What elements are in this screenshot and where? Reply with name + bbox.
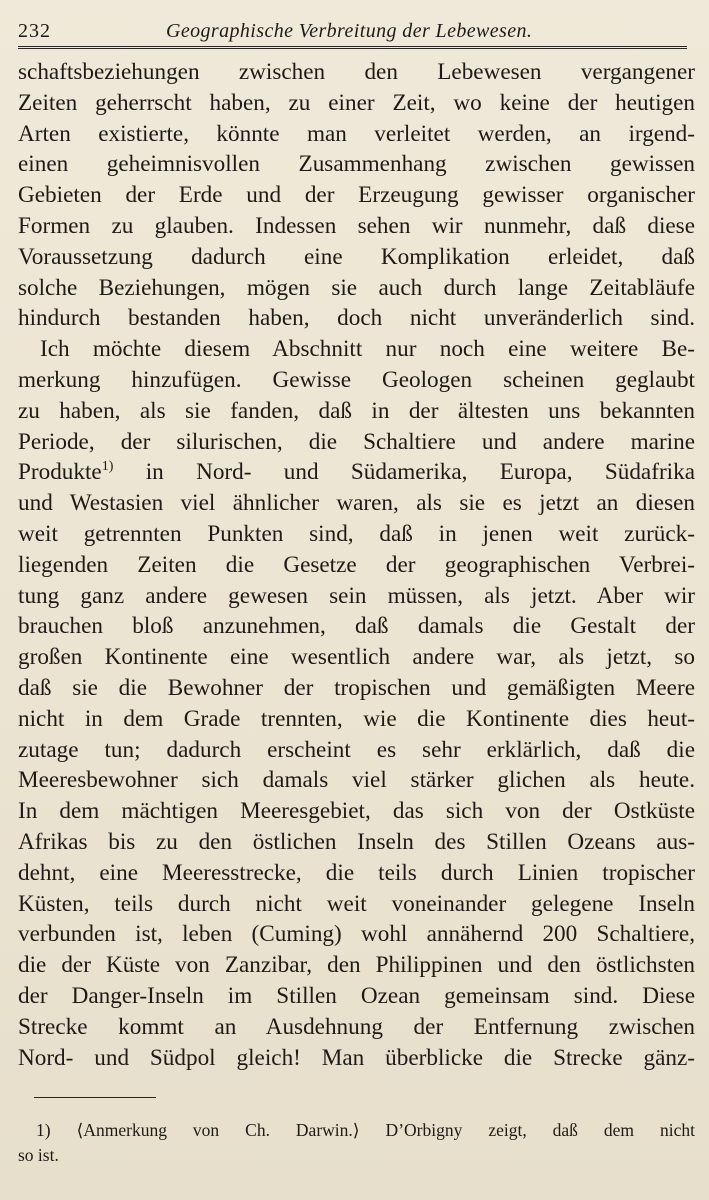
page-number: 232: [18, 20, 51, 42]
text-line: dehnt, eine Meeresstrecke, die teils durch Linien tropischer: [18, 859, 695, 886]
footnote-divider: [34, 1097, 156, 1098]
running-header: [18, 16, 687, 49]
text-line: großen Kontinente eine wesentlich andere war, als jetzt, so: [18, 644, 695, 671]
text-line: und Westasien viel ähnlicher waren, als sie es jetzt an diesen: [18, 490, 695, 517]
footnotes: [18, 1118, 695, 1168]
text-line: verbunden ist, leben (Cuming) wohl annähernd 200 Schaltiere,: [18, 921, 695, 948]
text-line: daß sie die Bewohner der tropischen und gemäßigten Meere: [18, 674, 695, 701]
text-line: Periode, der silurischen, die Schaltiere und andere marine: [18, 428, 695, 455]
footnote-line: 1) ⟨Anmerkung von Ch. Darwin.⟩ D’Orbigny zeigt, daß dem nicht: [36, 1120, 695, 1141]
paragraph-start-line: Ich möchte diesem Abschnitt nur noch eine weitere Be-: [40, 336, 695, 363]
text-segment: in Nord- und Südamerika, Europa, Südafrika: [145, 459, 695, 486]
footnote-reference: 1): [101, 459, 114, 475]
main-text: [18, 57, 695, 1073]
text-line: der Danger-Inseln im Stillen Ozean gemeinsam sind. Diese: [18, 982, 695, 1009]
text-line: Afrikas bis zu den östlichen Inseln des Stillen Ozeans aus-: [18, 828, 695, 855]
text-line: brauchen bloß anzunehmen, daß damals die Gestalt der: [18, 613, 695, 640]
text-line: Formen zu glauben. Indessen sehen wir nunmehr, daß diese: [18, 212, 695, 239]
text-line: zutage tun; dadurch erscheint es sehr erklärlich, daß die: [18, 736, 695, 763]
text-line: Voraussetzung dadurch eine Komplikation erleidet, daß: [18, 243, 695, 270]
text-line: liegenden Zeiten die Gesetze der geographischen Verbrei-: [18, 551, 695, 578]
text-line-with-footnote-ref: [18, 457, 695, 488]
running-title: Geographische Verbreitung der Lebewesen.: [166, 20, 533, 42]
text-line: weit getrennten Punkten sind, daß in jenen weit zurück-: [18, 520, 695, 547]
text-line: Meeresbewohner sich damals viel stärker glichen als heute.: [18, 767, 695, 794]
text-line: merkung hinzufügen. Gewisse Geologen scheinen geglaubt: [18, 366, 695, 393]
text-line: Gebieten der Erde und der Erzeugung gewisser organischer: [18, 182, 695, 209]
text-line: Küsten, teils durch nicht weit voneinander gelegene Inseln: [18, 890, 695, 917]
text-line: tung ganz andere gewesen sein müssen, als jetzt. Aber wir: [18, 582, 695, 609]
text-line: einen geheimnisvollen Zusammenhang zwischen gewissen: [18, 151, 695, 178]
text-line: Zeiten geherrscht haben, zu einer Zeit, wo keine der heutigen: [18, 89, 695, 116]
text-line: nicht in dem Grade trennten, wie die Kontinente dies heut-: [18, 705, 695, 732]
text-line: die der Küste von Zanzibar, den Philippinen und den östlichsten: [18, 952, 695, 979]
text-line: In dem mächtigen Meeresgebiet, das sich von der Ostküste: [18, 798, 695, 825]
footnote-line: so ist.: [18, 1145, 59, 1166]
text-line: Nord- und Südpol gleich! Man überblicke die Strecke gänz-: [18, 1044, 695, 1071]
text-line: zu haben, als sie fanden, daß in der ältesten uns bekannten: [18, 397, 695, 424]
text-line: Strecke kommt an Ausdehnung der Entfernung zwischen: [18, 1013, 695, 1040]
text-line: hindurch bestanden haben, doch nicht unveränderlich sind.: [18, 305, 695, 332]
text-line: schaftsbeziehungen zwischen den Lebewesen vergangener: [18, 59, 695, 85]
text-segment: Produkte: [18, 459, 102, 486]
text-line: solche Beziehungen, mögen sie auch durch lange Zeitabläufe: [18, 274, 695, 301]
text-line: Arten existierte, könnte man verleitet werden, an irgend-: [18, 120, 695, 147]
